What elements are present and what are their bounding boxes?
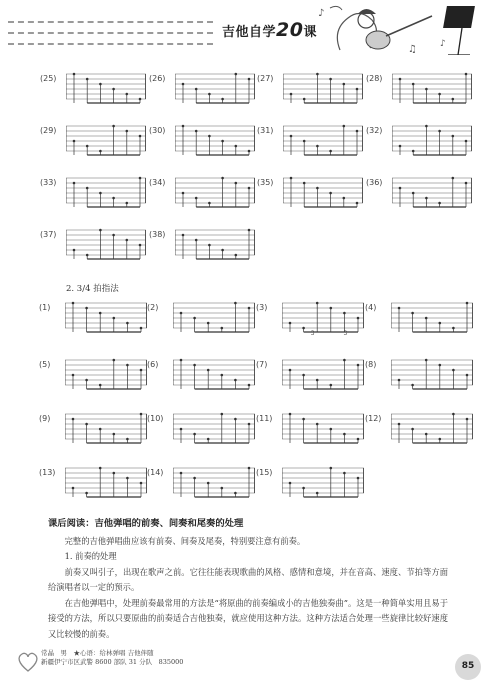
music-note-icon-3: ♪ — [440, 39, 446, 49]
exercise-number: (29) — [40, 126, 57, 135]
tab-staff — [282, 358, 364, 392]
tab-staff — [175, 176, 255, 210]
tab-staff — [283, 176, 363, 210]
guitar-neck — [386, 16, 432, 36]
exercise-number: (1) — [39, 303, 51, 312]
tab-staff — [283, 72, 363, 106]
tab-staff — [282, 466, 364, 500]
article-subheading-prelude: 1. 前奏的处理 — [64, 551, 117, 561]
tab-staff — [175, 124, 255, 158]
exercise-number: (4) — [365, 303, 377, 312]
exercise-number: (31) — [257, 126, 274, 135]
tab-staff — [392, 176, 472, 210]
book-title — [222, 19, 317, 41]
tab-staff — [391, 301, 473, 335]
tab-staff — [66, 228, 146, 262]
tab-staff — [392, 72, 472, 106]
tab-staff — [66, 176, 146, 210]
reader-note-line-2: 新疆伊宁市区武警 8600 部队 31 分队 835000 — [41, 658, 184, 666]
exercise-number: (25) — [40, 74, 57, 83]
exercise-number: (15) — [256, 468, 273, 477]
exercise-number: (2) — [147, 303, 159, 312]
tab-staff — [283, 124, 363, 158]
exercise-number: (5) — [39, 360, 51, 369]
triplet-mark: 3 — [310, 330, 315, 335]
book-title-number: 20 — [276, 19, 304, 41]
after-class-reading — [48, 516, 448, 642]
exercise-number: (11) — [256, 414, 273, 423]
music-stand-icon — [443, 6, 475, 55]
reader-note-line-1: 常晶 男 ★心语：给林弹唱 吉他伴随 — [41, 649, 154, 657]
header-dash-line-bottom — [8, 43, 213, 45]
tab-staff — [173, 412, 255, 446]
reader-note — [41, 649, 183, 667]
tab-staff — [173, 358, 255, 392]
triplet-mark: 3 — [343, 330, 348, 335]
exercise-number: (6) — [147, 360, 159, 369]
tab-staff — [391, 412, 473, 446]
article-heading: 课后阅读：吉他弹唱的前奏、间奏和尾奏的处理 — [48, 518, 244, 529]
exercise-number: (26) — [149, 74, 166, 83]
exercise-number: (10) — [147, 414, 164, 423]
tab-staff — [175, 228, 255, 262]
page-header — [0, 0, 493, 55]
section-2-label: 2. 3/4 拍指法 — [66, 284, 119, 294]
exercise-number: (27) — [257, 74, 274, 83]
exercise-number: (12) — [365, 414, 382, 423]
music-note-icon-2: ♫ — [408, 44, 417, 55]
exercise-number: (33) — [40, 178, 57, 187]
tab-staff — [282, 412, 364, 446]
tab-staff — [392, 124, 472, 158]
exercise-number: (35) — [257, 178, 274, 187]
exercise-number: (8) — [365, 360, 377, 369]
book-title-prefix: 吉他自学 — [222, 25, 277, 40]
exercise-number: (34) — [149, 178, 166, 187]
exercise-number: (28) — [366, 74, 383, 83]
tab-staff — [65, 358, 147, 392]
exercise-number: (37) — [40, 230, 57, 239]
tab-staff — [65, 301, 147, 335]
tab-staff — [175, 72, 255, 106]
guitar-body — [366, 31, 390, 49]
exercise-number: (30) — [149, 126, 166, 135]
tab-staff — [173, 466, 255, 500]
tab-staff — [173, 301, 255, 335]
tab-staff — [65, 412, 147, 446]
exercise-number: (14) — [147, 468, 164, 477]
tab-staff — [282, 301, 364, 335]
tab-staff — [66, 72, 146, 106]
article-paragraph-1: 前奏又叫引子，出现在歌声之前。它往往能表现歌曲的风格、感情和意境，并在音高、速度、节拍等方面给演唱者以一定的预示。 — [48, 566, 448, 592]
exercise-number: (3) — [256, 303, 268, 312]
tab-staff — [66, 124, 146, 158]
tab-staff — [391, 358, 473, 392]
exercise-number: (32) — [366, 126, 383, 135]
article-paragraph-2: 在吉他弹唱中，处理前奏最常用的方法是“将原曲的前奏编成小的吉他独奏曲”。这是一种简单实用且易于接受的方法，所以只要原曲的前奏适合吉他独奏，就应使用这种方法。这种方法适合处理一些旋律比较好速度又比较慢的前奏。 — [48, 597, 448, 639]
book-title-suffix: 课 — [303, 25, 317, 40]
guitarist-illustration — [312, 0, 493, 55]
header-dash-line-middle — [8, 32, 213, 34]
exercise-number: (13) — [39, 468, 56, 477]
tab-staff — [65, 466, 147, 500]
header-dash-line-top — [8, 21, 213, 23]
article-intro: 完整的吉他弹唱曲应该有前奏、间奏及尾奏，特别要注意有前奏。 — [64, 535, 306, 546]
exercise-number: (36) — [366, 178, 383, 187]
music-note-icon: ♪ — [318, 8, 325, 19]
exercise-number: (7) — [256, 360, 268, 369]
exercise-number: (9) — [39, 414, 51, 423]
page-number: 85 — [461, 661, 475, 671]
heart-icon — [16, 651, 40, 673]
exercise-number: (38) — [149, 230, 166, 239]
